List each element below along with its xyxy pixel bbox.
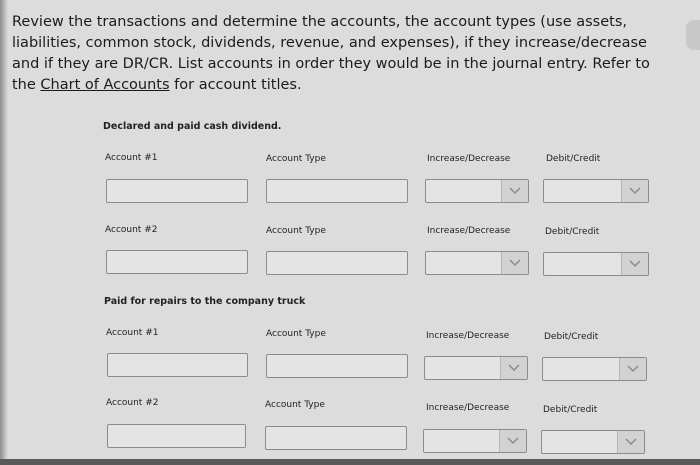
t1-r2-account-label: Account #2 <box>105 225 158 235</box>
chevron-down-icon <box>499 430 526 452</box>
t2-r1-incdec-select[interactable] <box>424 356 528 380</box>
t2-r1-account-input[interactable] <box>107 353 248 377</box>
chevron-down-icon <box>621 253 648 275</box>
t2-r1-account-label: Account #1 <box>106 328 159 338</box>
t2-r2-incdec-select[interactable] <box>423 429 527 453</box>
t2-r2-type-label: Account Type <box>265 400 325 410</box>
t2-r2-drcr-select[interactable] <box>541 430 645 454</box>
t2-r1-type-label: Account Type <box>266 329 326 339</box>
chevron-down-icon <box>619 358 646 380</box>
chevron-down-icon <box>501 252 528 274</box>
t1-r2-incdec-label: Increase/Decrease <box>427 226 511 236</box>
instructions-text: Review the transactions and determine the accounts, the account types (use assets, liabilities, common stock, dividends, revenue, and expenses), if they increase/decrease and if they are DR/CR. List accounts in order they would be in the journal entry. Refer to the Chart of Accounts for account titles. <box>12 14 650 93</box>
t1-r1-drcr-select[interactable] <box>543 179 649 203</box>
t2-r2-account-input[interactable] <box>107 424 246 448</box>
chevron-down-icon <box>617 431 644 453</box>
t1-r1-type-label: Account Type <box>266 154 326 164</box>
t2-r2-drcr-label: Debit/Credit <box>543 405 598 415</box>
t1-r2-type-input[interactable] <box>266 251 408 275</box>
chevron-down-icon <box>500 357 527 379</box>
t2-r1-drcr-select[interactable] <box>542 357 647 381</box>
t1-r2-drcr-label: Debit/Credit <box>545 227 600 237</box>
bottom-edge <box>0 459 700 465</box>
t2-r1-drcr-label: Debit/Credit <box>544 332 599 342</box>
t1-r2-incdec-select[interactable] <box>425 251 529 275</box>
t1-r1-account-input[interactable] <box>106 179 248 203</box>
t2-r2-incdec-label: Increase/Decrease <box>426 403 510 413</box>
t1-r1-incdec-select[interactable] <box>425 179 529 203</box>
t1-r1-type-input[interactable] <box>266 179 408 203</box>
chevron-down-icon <box>501 180 528 202</box>
transaction-1-title: Declared and paid cash dividend. <box>103 121 282 132</box>
chevron-down-icon <box>621 180 648 202</box>
t1-r2-type-label: Account Type <box>266 226 326 236</box>
right-edge-tab <box>686 20 700 50</box>
t1-r2-account-input[interactable] <box>106 250 248 274</box>
t1-r1-account-label: Account #1 <box>105 153 158 163</box>
transaction-2-title: Paid for repairs to the company truck <box>104 296 306 307</box>
left-edge-shadow <box>0 0 8 465</box>
chart-of-accounts-link[interactable]: Chart of Accounts <box>40 77 170 93</box>
t1-r2-drcr-select[interactable] <box>543 252 649 276</box>
t2-r1-incdec-label: Increase/Decrease <box>426 331 510 341</box>
t2-r1-type-input[interactable] <box>266 354 408 378</box>
t2-r2-type-input[interactable] <box>265 426 407 450</box>
t1-r1-drcr-label: Debit/Credit <box>546 154 601 164</box>
t2-r2-account-label: Account #2 <box>106 398 159 408</box>
t1-r1-incdec-label: Increase/Decrease <box>427 154 511 164</box>
